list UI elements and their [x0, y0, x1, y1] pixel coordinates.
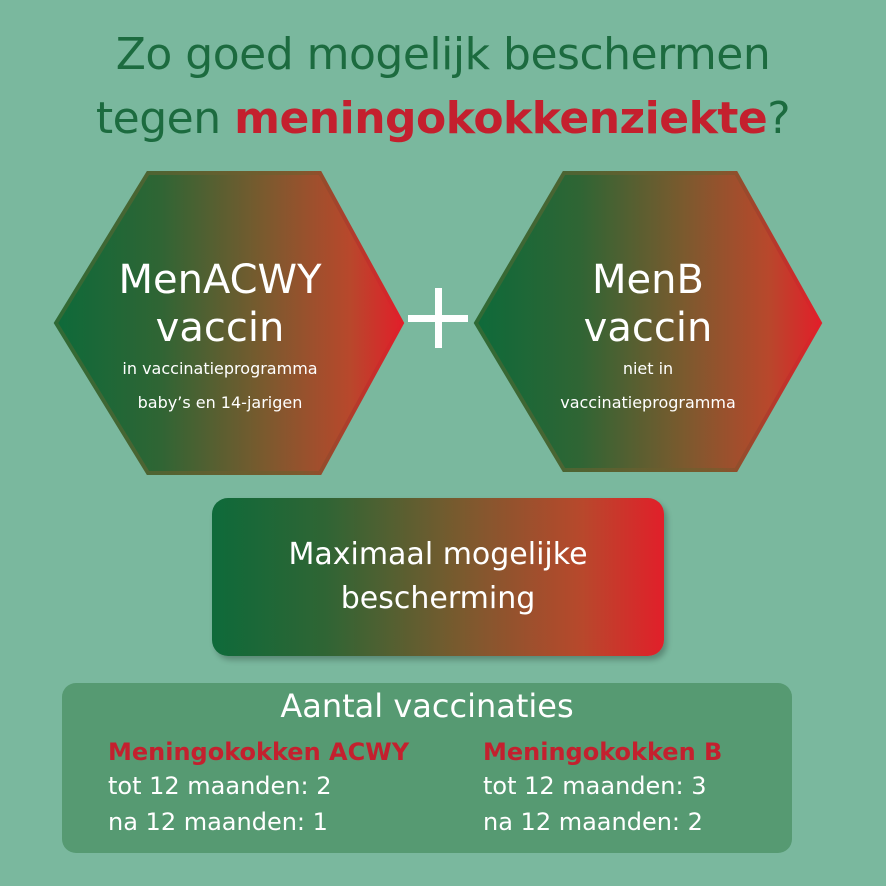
- title-suffix: ?: [767, 93, 791, 144]
- menb-note-2: vaccinatieprogramma: [560, 393, 736, 412]
- plus-icon: [408, 288, 468, 348]
- count-row: tot 12 maanden: 2: [108, 772, 332, 800]
- count-row: na 12 maanden: 2: [483, 808, 703, 836]
- menb-note-1: niet in: [622, 359, 674, 378]
- counts-column-acwy: [108, 736, 409, 840]
- title-prefix: tegen: [95, 93, 235, 144]
- menacwy-note-2: baby’s en 14-jarigen: [137, 393, 303, 412]
- title-accent: meningokokkenziekte: [234, 93, 768, 144]
- menacwy-vaccin: vaccin: [155, 305, 285, 351]
- counts-heading: Aantal vaccinaties: [280, 687, 574, 725]
- result-box: [212, 498, 664, 656]
- menb-vaccin: vaccin: [583, 305, 713, 351]
- menacwy-name: MenACWY: [118, 257, 322, 303]
- column-name: Meningokokken B: [483, 738, 723, 766]
- counts-column-b: [483, 736, 722, 840]
- menb-text: [528, 256, 768, 420]
- result-line-1: Maximaal mogelijke: [288, 537, 588, 572]
- column-name: Meningokokken ACWY: [108, 738, 410, 766]
- menacwy-note-1: in vaccinatieprogramma: [122, 359, 318, 378]
- vaccination-counts-panel: [62, 683, 792, 853]
- title-line-1: Zo goed mogelijk beschermen: [115, 29, 771, 80]
- count-row: tot 12 maanden: 3: [483, 772, 707, 800]
- menacwy-text: [100, 256, 340, 420]
- menb-name: MenB: [592, 257, 704, 303]
- result-line-2: bescherming: [340, 581, 536, 616]
- count-row: na 12 maanden: 1: [108, 808, 328, 836]
